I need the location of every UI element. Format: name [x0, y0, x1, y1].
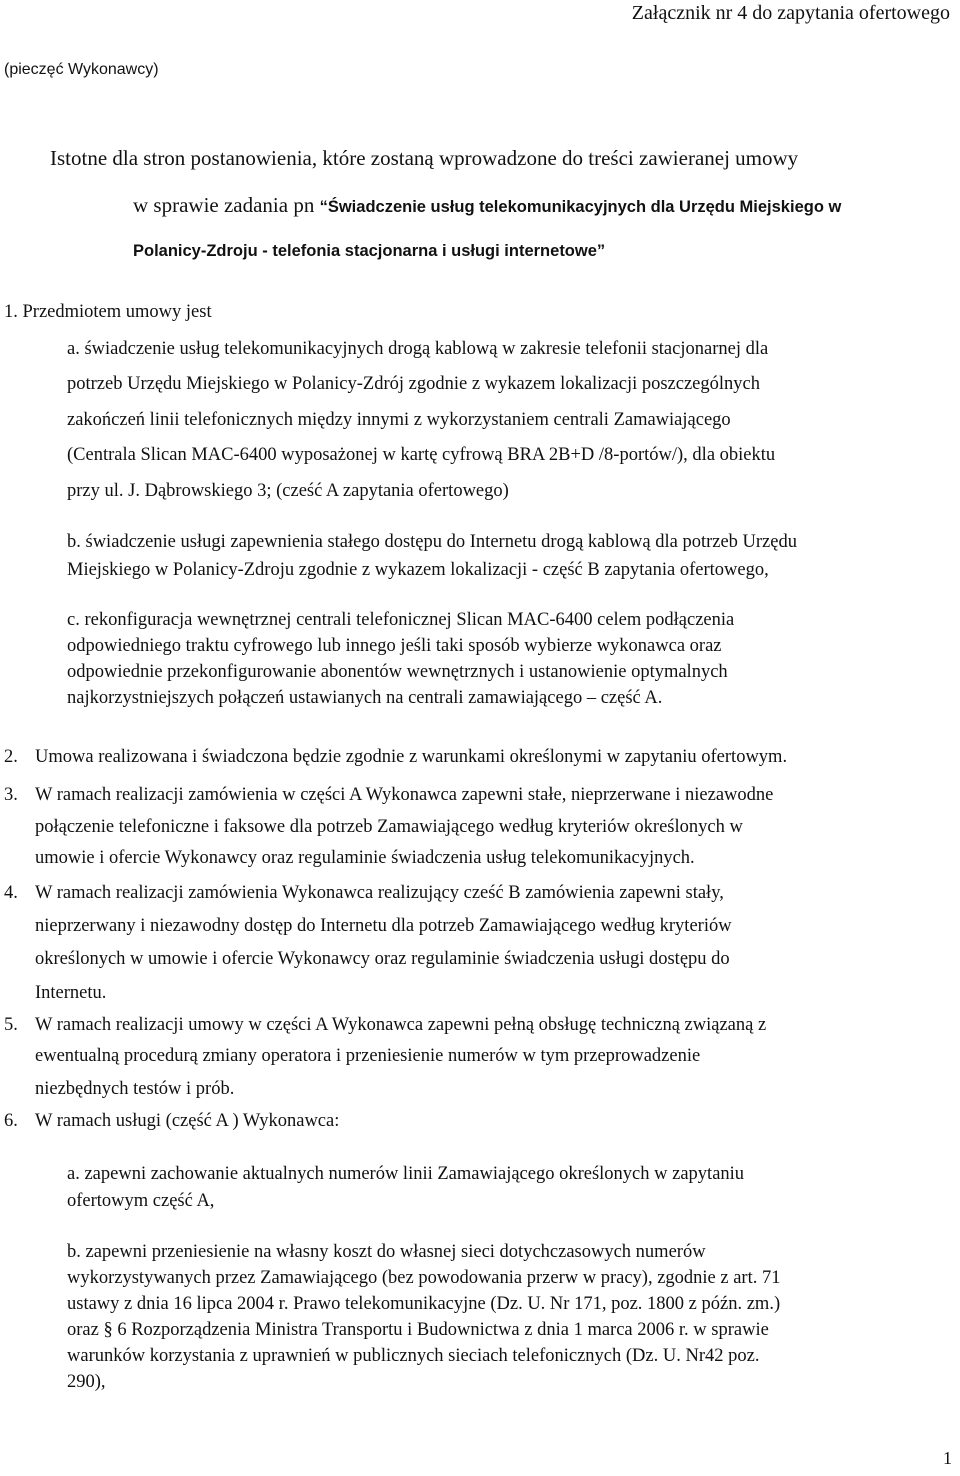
item-number: 5. [4, 1015, 18, 1035]
item-6b-line: wykorzystywanych przez Zamawiającego (bez powodowania przerw w pracy), zgodnie z art. 71 [67, 1268, 781, 1288]
item-1c-line: odpowiedniego traktu cyfrowego lub innego jeśli taki sposób wybierze wykonawca oraz [67, 636, 722, 656]
item-number: 2. [4, 747, 18, 767]
item-1a-line: (Centrala Slican MAC-6400 wyposażonej w kartę cyfrową BRA 2B+D /8-portów/), dla obiektu [67, 445, 776, 465]
item-1b-line: Miejskiego w Polanicy-Zdroju zgodnie z wykazem lokalizacji - część B zapytania ofertowego, [67, 560, 769, 580]
task-name-cont: Polanicy-Zdroju - telefonia stacjonarna i usługi internetowe” [133, 242, 606, 260]
contractor-stamp-label: (pieczęć Wykonawcy) [4, 61, 159, 78]
item-6b-line: warunków korzystania z uprawnień w publicznych sieciach telefonicznych (Dz. U. Nr42 poz. [67, 1346, 760, 1366]
attachment-label: Załącznik nr 4 do zapytania ofertowego [631, 2, 950, 24]
item-6b-line: ustawy z dnia 16 lipca 2004 r. Prawo telekomunikacyjne (Dz. U. Nr 171, poz. 1800 z późn. zm.) [67, 1294, 781, 1314]
item-line: W ramach realizacji zamówienia w części A Wykonawca zapewni stałe, nieprzerwane i niezawodne [35, 785, 774, 805]
item-line: określonych w umowie i ofercie Wykonawcy oraz regulaminie świadczenia usługi dostępu do [35, 949, 730, 969]
item-line: W ramach realizacji umowy w części A Wykonawca zapewni pełną obsługę techniczną związaną z [35, 1015, 767, 1035]
item-6a-line: ofertowym część A, [67, 1191, 215, 1211]
item-line: ewentualną procedurą zmiany operatora i przeniesienie numerów w tym przeprowadzenie [35, 1046, 701, 1066]
item-line: nieprzerwany i niezawodny dostęp do Internetu dla potrzeb Zamawiającego według kryteriów [35, 916, 732, 936]
item-1c-line: odpowiednie przekonfigurowanie abonentów wewnętrznych i ustanowienie optymalnych [67, 662, 728, 682]
task-name: “Świadczenie usług telekomunikacyjnych dla Urzędu Miejskiego w [319, 198, 842, 216]
item-6a-line: a. zapewni zachowanie aktualnych numerów linii Zamawiającego określonych w zapytaniu [67, 1164, 745, 1184]
item-line: Internetu. [35, 983, 107, 1003]
title-prefix: w sprawie zadania pn [133, 193, 320, 217]
document-title: Istotne dla stron postanowienia, które zostaną wprowadzone do treści zawieranej umowy [50, 146, 799, 170]
item-line: W ramach realizacji zamówienia Wykonawca realizujący cześć B zamówienia zapewni stały, [35, 883, 724, 903]
item-number: 3. [4, 785, 18, 805]
document-title-line2 [133, 193, 841, 218]
item-number: 6. [4, 1111, 18, 1131]
item-line: połączenie telefoniczne i faksowe dla potrzeb Zamawiającego według kryteriów określonych w [35, 817, 743, 837]
item-1a-line: przy ul. J. Dąbrowskiego 3; (cześć A zapytania ofertowego) [67, 481, 509, 501]
item-number: 4. [4, 883, 18, 903]
item-line: Umowa realizowana i świadczona będzie zgodnie z warunkami określonymi w zapytaniu ofertowym. [35, 747, 788, 767]
item-6b-line: oraz § 6 Rozporządzenia Ministra Transportu i Budownictwa z dnia 1 marca 2006 r. w sprawie [67, 1320, 769, 1340]
item-line: niezbędnych testów i prób. [35, 1079, 235, 1099]
item-1c-line: c. rekonfiguracja wewnętrznej centrali telefonicznej Slican MAC-6400 celem podłączenia [67, 610, 735, 630]
item-1a-line: a. świadczenie usług telekomunikacyjnych drogą kablową w zakresie telefonii stacjonarnej dla [67, 339, 769, 359]
page-number: 1 [943, 1448, 952, 1468]
item-6b-line: 290), [67, 1372, 106, 1392]
item-1c-line: najkorzystniejszych połączeń ustawianych na centrali zamawiającego – część A. [67, 688, 663, 708]
item-line: umowie i ofercie Wykonawcy oraz regulaminie świadczenia usług telekomunikacyjnych. [35, 848, 695, 868]
item-line: W ramach usługi (część A ) Wykonawca: [35, 1111, 340, 1131]
item-1a-line: potrzeb Urzędu Miejskiego w Polanicy-Zdrój zgodnie z wykazem lokalizacji poszczególnych [67, 374, 760, 394]
item-1-heading: 1. Przedmiotem umowy jest [4, 302, 212, 322]
item-1b-line: b. świadczenie usługi zapewnienia stałego dostępu do Internetu drogą kablową dla potrzeb Urzędu [67, 532, 797, 552]
item-1a-line: zakończeń linii telefonicznych między innymi z wykorzystaniem centrali Zamawiającego [67, 410, 731, 430]
item-6b-line: b. zapewni przeniesienie na własny koszt do własnej sieci dotychczasowych numerów [67, 1242, 706, 1262]
